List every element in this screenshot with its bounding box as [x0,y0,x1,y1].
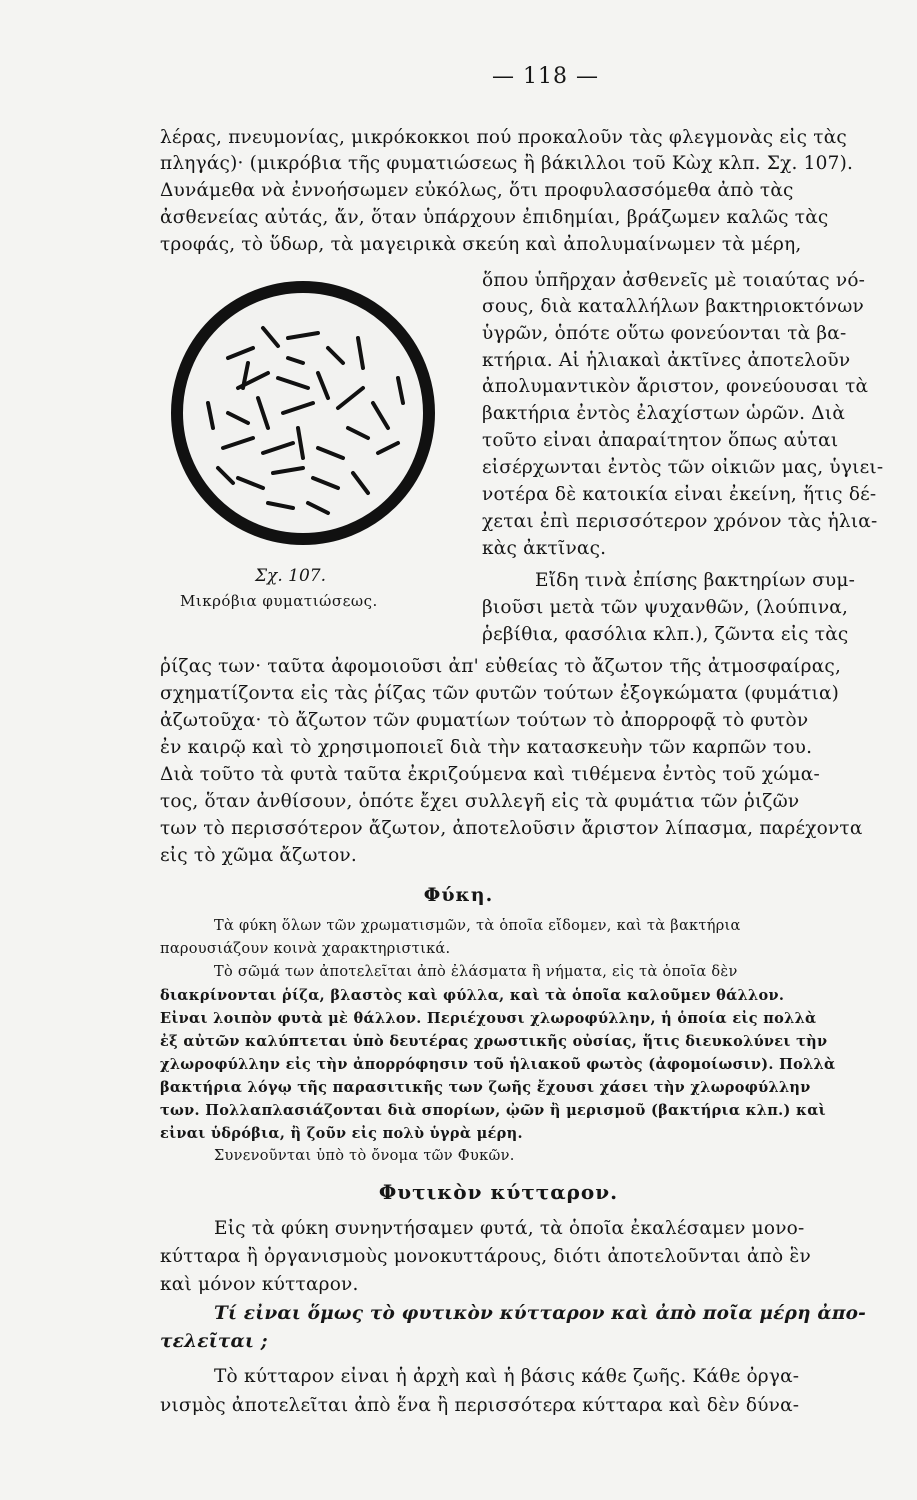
paragraph1-right-line: ὅπου ὑπῆρχαν ἀσθενεῖς μὲ τοιαύτας νό- [482,270,866,291]
last-line: νισμὸς ἀποτελεῖται ἀπὸ ἕνα ἢ περισσότερα κύτταρα καὶ δὲν δύνα- [160,1395,800,1416]
fyki-line: βακτήρια λόγῳ τῆς παρασιτικῆς των ζωῆς ἔχουσι χάσει τὴν χλωροφύλλην [160,1079,811,1096]
paragraph2-line: σχηματίζοντα εἰς τὰς ῥίζας τῶν φυτῶν τούτων ἐξογκώματα (φυμάτια) [160,683,840,704]
kyttaro-line: κύτταρα ἢ ὀργανισμοὺς μονοκυττάρους, διότι ἀποτελοῦνται ἀπὸ ἓν [160,1246,811,1267]
fyki-line: Εἶναι λοιπὸν φυτὰ μὲ θάλλον. Περιέχουσι χλωροφύλλην, ἡ ὁποία εἰς πολλὰ [160,1010,817,1027]
paragraph1-right-line: τοῦτο εἶναι ἀπαραίτητον ὅπως αὗται [482,430,839,451]
paragraph2-right-line: ῥεβίθια, φασόλια κλπ.), ζῶντα εἰς τὰς [482,624,849,645]
paragraph2-line: ῥίζας των· ταῦτα ἀφομοιοῦσι ἀπ' εὐθείας τὸ ἄζωτον τῆς ἀτμοσφαίρας, [160,656,842,677]
paragraph2-line: Διὰ τοῦτο τὰ φυτὰ ταῦτα ἐκριζούμενα καὶ τιθέμενα ἐντὸς τοῦ χώμα- [160,764,820,785]
figure-caption: Μικρόβια φυματιώσεως. [180,592,378,610]
fyki-line: Τὰ φύκη ὅλων τῶν χρωματισμῶν, τὰ ὁποῖα εἴδομεν, καὶ τὰ βακτήρια [214,918,741,934]
paragraph1-line: πληγάς)· (μικρόβια τῆς φυματιώσεως ἢ βάκιλλοι τοῦ Κὼχ κλπ. Σχ. 107). [160,153,854,174]
paragraph2-right-line: βιοῦσι μετὰ τῶν ψυχανθῶν, (λούπινα, [482,597,849,618]
fyki-line: παρουσιάζουν κοινὰ χαρακτηριστικά. [160,941,451,957]
microbes-illustration [168,278,438,548]
paragraph1-right-line: νοτέρα δὲ κατοικία εἶναι ἐκείνη, ἥτις δέ- [482,484,877,505]
paragraph2-line: ἀζωτοῦχα· τὸ ἄζωτον τῶν φυματίων τούτων τὸ ἀπορροφᾷ τὸ φυτὸν [160,710,809,731]
paragraph1-right-line: σους, διὰ καταλλήλων βακτηριοκτόνων [482,296,865,317]
paragraph1-right-line: χεται ἐπὶ περισσότερον χρόνον τὰς ἡλια- [482,511,878,532]
question-line: Τί εἶναι ὅμως τὸ φυτικὸν κύτταρον καὶ ἀπὸ ποῖα μέρη ἀπο- [214,1303,866,1324]
page-number: — 118 — [492,64,599,89]
kyttaro-line: Εἰς τὰ φύκη συνηντήσαμεν φυτά, τὰ ὁποῖα ἐκαλέσαμεν μονο- [214,1218,805,1239]
paragraph2-line: τος, ὅταν ἀνθίσουν, ὁπότε ἔχει συλλεγῆ εἰς τὰ φυμάτια τῶν ῥιζῶν [160,791,800,812]
figure-microbes [168,278,438,548]
paragraph1-line: ἀσθενείας αὐτάς, ἄν, ὅταν ὑπάρχουν ἐπιδημίαι, βράζωμεν καλῶς τὰς [160,207,829,228]
section-heading-fyki: Φύκη. [423,884,494,906]
paragraph1-right-line: βακτήρια ἐντὸς ἐλαχίστων ὡρῶν. Διὰ [482,403,846,424]
fyki-line: χλωροφύλλην εἰς τὴν ἀπορρόφησιν τοῦ ἡλιακοῦ φωτὸς (ἀφομοίωσιν). Πολλὰ [160,1056,836,1073]
fyki-line: εἶναι ὑδρόβια, ἢ ζοῦν εἰς πολὺ ὑγρὰ μέρη. [160,1125,523,1142]
paragraph1-right-line: εἰσέρχωνται ἐντὸς τῶν οἰκιῶν μας, ὑγιει- [482,457,884,478]
paragraph1-right-line: ἀπολυμαντικὸν ἄριστον, φονεύουσαι τὰ [482,376,869,397]
paragraph1-line: τροφάς, τὸ ὕδωρ, τὰ μαγειρικὰ σκεύη καὶ ἀπολυμαίνωμεν τὰ μέρη, [160,234,802,255]
paragraph2-line: των τὸ περισσότερον ἄζωτον, ἀποτελοῦσιν ἄριστον λίπασμα, παρέχοντα [160,818,863,839]
paragraph2-line: ἐν καιρῷ καὶ τὸ χρησιμοποιεῖ διὰ τὴν κατασκευὴν τῶν καρπῶν του. [160,737,813,758]
kyttaro-line: καὶ μόνον κύτταρον. [160,1274,359,1295]
paragraph1-right-line: κὰς ἀκτῖνας. [482,538,607,559]
fyki-line: Τὸ σῶμά των ἀποτελεῖται ἀπὸ ἐλάσματα ἢ νήματα, εἰς τὰ ὁποῖα δὲν [214,964,738,980]
paragraph2-line: εἰς τὸ χῶμα ἄζωτον. [160,845,357,866]
fyki-line: Συνενοῦνται ὑπὸ τὸ ὄνομα τῶν Φυκῶν. [214,1148,515,1164]
last-line: Τὸ κύτταρον εἶναι ἡ ἀρχὴ καὶ ἡ βάσις κάθε ζωῆς. Κάθε ὀργα- [214,1366,800,1387]
fyki-line: διακρίνονται ῥίζα, βλαστὸς καὶ φύλλα, καὶ τὰ ὁποῖα καλοῦμεν θάλλον. [160,987,785,1004]
paragraph2-right-line: Εἴδη τινὰ ἐπίσης βακτηρίων συμ- [535,570,856,591]
paragraph1-line: Δυνάμεθα νὰ ἐννοήσωμεν εὐκόλως, ὅτι προφυλασσόμεθα ἀπὸ τὰς [160,180,794,201]
fyki-line: των. Πολλαπλασιάζονται διὰ σπορίων, ᾠῶν ἢ μερισμοῦ (βακτήρια κλπ.) καὶ [160,1102,826,1119]
fyki-line: ἐξ αὐτῶν καλύπτεται ὑπὸ δευτέρας χρωστικῆς οὐσίας, ἥτις διευκολύνει τὴν [160,1033,828,1050]
paragraph1-right-line: ὑγρῶν, ὁπότε οὕτω φονεύονται τὰ βα- [482,323,847,344]
question-line: τελεῖται ; [160,1331,268,1352]
figure-number: Σχ. 107. [255,566,326,586]
paragraph1-line: λέρας, πνευμονίας, μικρόκοκκοι πού προκαλοῦν τὰς φλεγμονὰς εἰς τὰς [160,127,847,148]
paragraph1-right-line: κτήρια. Αἱ ἡλιακαὶ ἀκτῖνες ἀποτελοῦν [482,350,851,371]
section-heading-kyttaro: Φυτικὸν κύτταρον. [378,1180,619,1204]
